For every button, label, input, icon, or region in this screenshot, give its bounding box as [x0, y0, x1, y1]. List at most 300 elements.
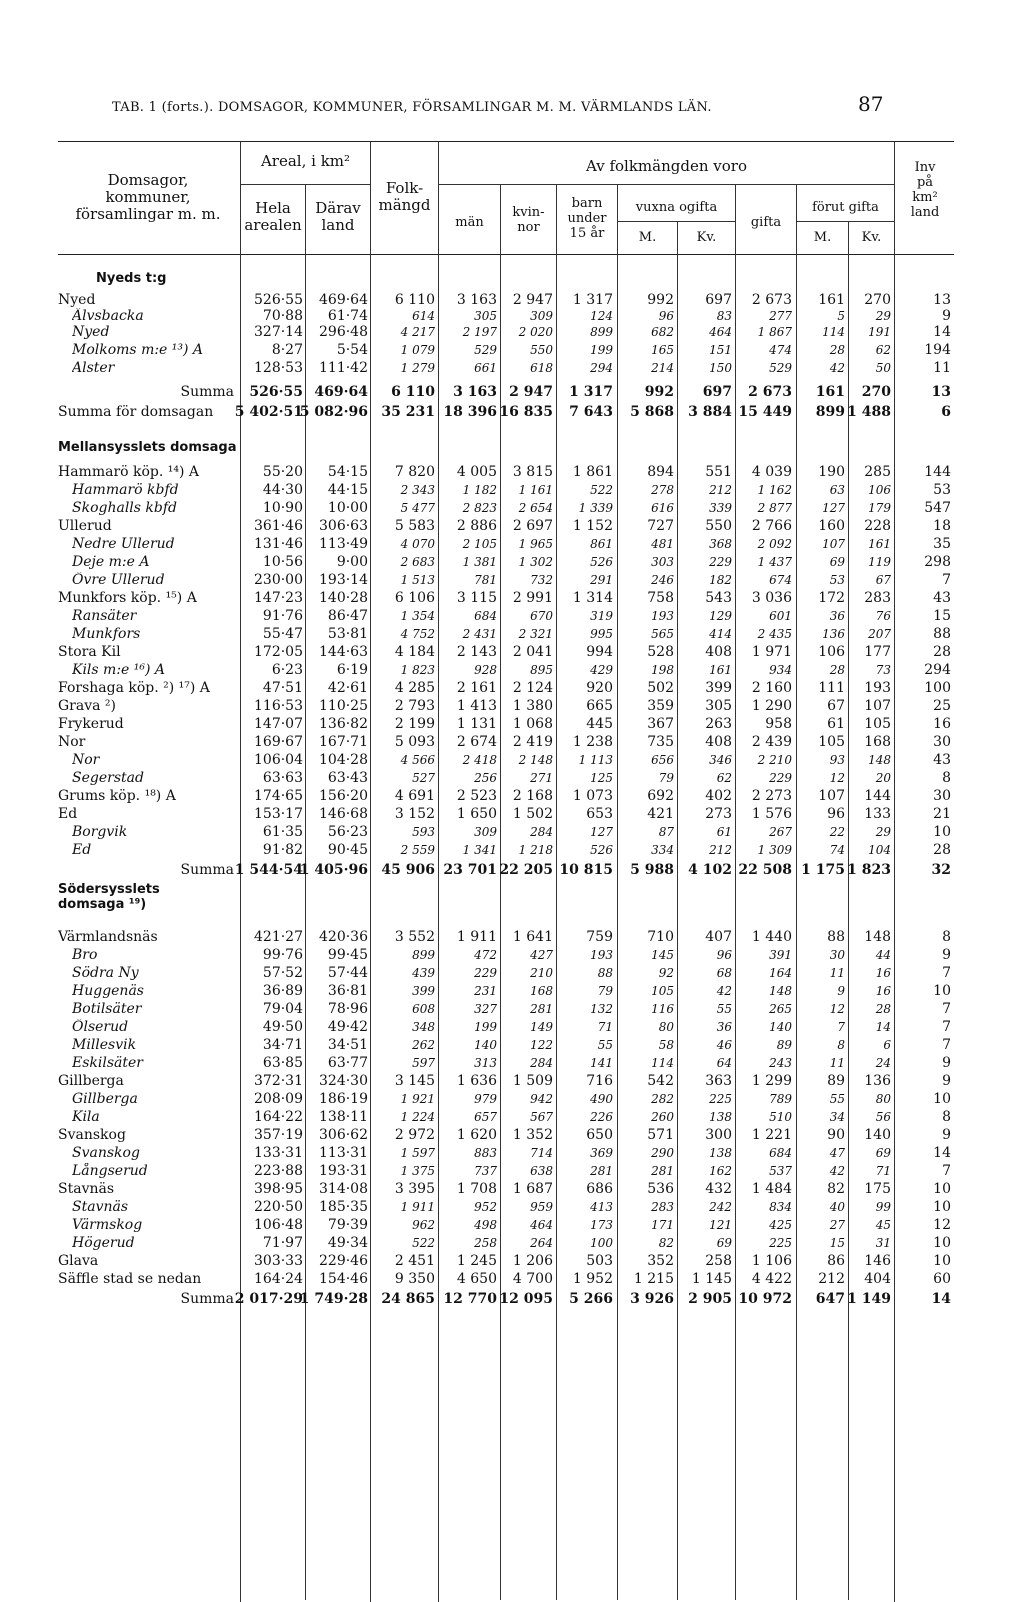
- table-cell: 55·20: [262, 464, 303, 480]
- table-cell: 1 245: [456, 1253, 497, 1269]
- table-cell: 76: [875, 609, 891, 623]
- table-cell: 692: [647, 788, 674, 804]
- table-cell: 6 106: [394, 590, 435, 606]
- row-label: Summa för domsagan: [58, 404, 214, 420]
- table-cell: 106: [868, 483, 891, 497]
- table-cell: 758: [647, 590, 674, 606]
- table-cell: 172: [818, 590, 845, 606]
- table-cell: 147·07: [254, 716, 303, 732]
- table-cell: 47·51: [262, 680, 303, 696]
- table-cell: 2 972: [394, 1127, 435, 1143]
- table-cell: 164·24: [254, 1271, 303, 1287]
- table-cell: 13: [933, 292, 951, 308]
- row-label: Huggenäs: [72, 983, 144, 999]
- table-row: [0, 734, 1024, 750]
- table-cell: 1 113: [578, 753, 613, 767]
- table-cell: 12: [829, 1002, 845, 1016]
- table-cell: 185·35: [319, 1199, 368, 1215]
- row-label: Värmlandsnäs: [58, 929, 158, 945]
- table-cell: 1 238: [572, 734, 613, 750]
- table-cell: 2 947: [512, 292, 553, 308]
- table-cell: 8·27: [271, 342, 303, 358]
- table-cell: 13: [931, 384, 951, 400]
- table-cell: 138: [709, 1146, 732, 1160]
- table-row: [0, 842, 1024, 858]
- table-cell: 1 131: [456, 716, 497, 732]
- table-cell: 284: [530, 825, 553, 839]
- table-cell: 264: [530, 1236, 553, 1250]
- table-cell: 22: [829, 825, 845, 839]
- table-cell: 2 343: [400, 483, 435, 497]
- table-cell: 91·76: [262, 608, 303, 624]
- table-cell: 24 865: [381, 1291, 435, 1307]
- table-cell: 7: [942, 572, 951, 588]
- table-cell: 300: [705, 1127, 732, 1143]
- table-cell: 10 972: [738, 1291, 792, 1307]
- table-cell: 212: [709, 483, 732, 497]
- table-cell: 2 877: [757, 501, 792, 515]
- table-cell: 229·46: [319, 1253, 368, 1269]
- table-cell: 1 182: [462, 483, 497, 497]
- row-label: Ransäter: [72, 608, 137, 624]
- table-cell: 169·67: [254, 734, 303, 750]
- table-cell: 68: [716, 966, 732, 980]
- table-cell: 6: [883, 1038, 891, 1052]
- table-cell: 291: [590, 573, 613, 587]
- table-cell: 995: [590, 627, 613, 641]
- table-cell: 2 168: [512, 788, 553, 804]
- table-row: [0, 554, 1024, 570]
- table-cell: 2 161: [456, 680, 497, 696]
- table-cell: 1 339: [578, 501, 613, 515]
- table-cell: 737: [474, 1164, 497, 1178]
- table-cell: 421·27: [254, 929, 303, 945]
- table-cell: 42: [716, 984, 732, 998]
- table-cell: 8: [942, 1109, 951, 1125]
- table-cell: 16 835: [499, 404, 553, 420]
- table-cell: 759: [586, 929, 613, 945]
- row-label: Munkfors: [72, 626, 141, 642]
- table-cell: 136: [864, 1073, 891, 1089]
- table-cell: 49·34: [327, 1235, 368, 1251]
- table-cell: 2 435: [757, 627, 792, 641]
- table-cell: 88: [933, 626, 951, 642]
- table-cell: 2 419: [512, 734, 553, 750]
- table-cell: 231: [474, 984, 497, 998]
- table-cell: 503: [586, 1253, 613, 1269]
- table-cell: 96: [658, 309, 674, 323]
- table-cell: 399: [705, 680, 732, 696]
- table-cell: 193: [864, 680, 891, 696]
- table-cell: 697: [702, 384, 732, 400]
- table-cell: 1 354: [400, 609, 435, 623]
- table-cell: 327·14: [254, 324, 303, 340]
- table-cell: 285: [864, 464, 891, 480]
- table-cell: 429: [590, 663, 613, 677]
- table-cell: 90·45: [327, 842, 368, 858]
- table-row: [0, 1019, 1024, 1035]
- table-cell: 565: [651, 627, 674, 641]
- table-cell: 242: [709, 1200, 732, 1214]
- table-cell: 547: [924, 500, 951, 516]
- table-cell: 35: [933, 536, 951, 552]
- row-label: Molkoms m:e ¹³) A: [72, 342, 204, 358]
- table-cell: 113·31: [319, 1145, 368, 1161]
- table-cell: 61·74: [327, 308, 368, 324]
- col-header-forut-kv: Kv.: [861, 230, 882, 245]
- table-cell: 1 861: [572, 464, 613, 480]
- table-cell: 133: [864, 806, 891, 822]
- table-cell: 1 218: [518, 843, 553, 857]
- table-cell: 5 082·96: [299, 404, 368, 420]
- table-cell: 408: [705, 734, 732, 750]
- table-cell: 55: [597, 1038, 613, 1052]
- header-rule: [618, 221, 735, 222]
- table-cell: 1 149: [847, 1291, 891, 1307]
- table-cell: 6·19: [336, 662, 368, 678]
- table-cell: 550: [705, 518, 732, 534]
- table-cell: 89: [776, 1038, 792, 1052]
- table-cell: 1 162: [757, 483, 792, 497]
- table-cell: 34: [829, 1110, 845, 1124]
- table-cell: 119: [868, 555, 891, 569]
- table-cell: 2 991: [512, 590, 553, 606]
- table-cell: 399: [412, 984, 435, 998]
- table-cell: 129: [709, 609, 732, 623]
- table-cell: 1 708: [456, 1181, 497, 1197]
- table-cell: 1 502: [512, 806, 553, 822]
- table-cell: 12 770: [443, 1291, 497, 1307]
- table-cell: 32: [931, 862, 951, 878]
- table-cell: 1 636: [456, 1073, 497, 1089]
- table-cell: 528: [647, 644, 674, 660]
- table-cell: 47: [829, 1146, 845, 1160]
- table-cell: 661: [474, 361, 497, 375]
- table-cell: 105: [651, 984, 674, 998]
- table-cell: 665: [586, 698, 613, 714]
- table-cell: 1 911: [456, 929, 497, 945]
- table-cell: 28: [933, 644, 951, 660]
- table-cell: 294: [924, 662, 951, 678]
- table-cell: 96: [716, 948, 732, 962]
- table-cell: 281: [651, 1164, 674, 1178]
- table-cell: 2 697: [512, 518, 553, 534]
- table-cell: 22 205: [499, 862, 553, 878]
- table-cell: 20: [875, 771, 891, 785]
- table-cell: 80: [875, 1092, 891, 1106]
- row-label: Stora Kil: [58, 644, 121, 660]
- table-cell: 277: [769, 309, 792, 323]
- table-row: [0, 342, 1024, 358]
- row-label: Ed: [58, 806, 78, 822]
- table-cell: 657: [474, 1110, 497, 1124]
- table-row: [0, 1217, 1024, 1233]
- row-label: Eskilsäter: [72, 1055, 143, 1071]
- table-cell: 281: [590, 1164, 613, 1178]
- table-cell: 361·46: [254, 518, 303, 534]
- table-cell: 90: [827, 1127, 845, 1143]
- table-cell: 10: [933, 983, 951, 999]
- table-cell: 42·61: [327, 680, 368, 696]
- table-row: [0, 500, 1024, 516]
- table-cell: 6 110: [391, 384, 435, 400]
- table-cell: 1 224: [400, 1110, 435, 1124]
- table-cell: 942: [530, 1092, 553, 1106]
- row-label: Värmskog: [72, 1217, 143, 1233]
- table-cell: 140: [769, 1020, 792, 1034]
- table-cell: 656: [651, 753, 674, 767]
- table-cell: 148: [864, 929, 891, 945]
- table-cell: 1 341: [462, 843, 497, 857]
- header-line: nor: [517, 220, 540, 235]
- table-cell: 246: [651, 573, 674, 587]
- table-cell: 243: [769, 1056, 792, 1070]
- header-rule: [439, 184, 894, 185]
- row-label: Stavnäs: [58, 1181, 115, 1197]
- table-cell: 432: [705, 1181, 732, 1197]
- table-cell: 223·88: [254, 1163, 303, 1179]
- table-cell: 168: [530, 984, 553, 998]
- table-cell: 2 199: [394, 716, 435, 732]
- table-row: [0, 384, 1024, 400]
- table-cell: 28: [829, 343, 845, 357]
- table-cell: 87: [658, 825, 674, 839]
- table-cell: 106·04: [254, 752, 303, 768]
- table-cell: 303·33: [254, 1253, 303, 1269]
- table-cell: 4 691: [394, 788, 435, 804]
- table-cell: 3 926: [630, 1291, 674, 1307]
- table-cell: 154·46: [319, 1271, 368, 1287]
- table-cell: 138·11: [319, 1109, 368, 1125]
- table-cell: 278: [651, 483, 674, 497]
- table-cell: 168: [864, 734, 891, 750]
- table-cell: 23 701: [443, 862, 497, 878]
- table-cell: 1 823: [400, 663, 435, 677]
- table-cell: 60: [933, 1271, 951, 1287]
- table-cell: 1 106: [751, 1253, 792, 1269]
- table-cell: 107: [818, 788, 845, 804]
- table-cell: 5 093: [394, 734, 435, 750]
- table-cell: 490: [590, 1092, 613, 1106]
- table-cell: 398·95: [254, 1181, 303, 1197]
- table-cell: 391: [769, 948, 792, 962]
- table-cell: 1 921: [400, 1092, 435, 1106]
- table-row: [0, 482, 1024, 498]
- table-cell: 537: [769, 1164, 792, 1178]
- table-cell: 71·97: [262, 1235, 303, 1251]
- row-label: Bro: [72, 947, 98, 963]
- table-cell: 106: [818, 644, 845, 660]
- table-cell: 359: [647, 698, 674, 714]
- table-cell: 105: [818, 734, 845, 750]
- table-cell: 682: [651, 325, 674, 339]
- table-cell: 5·54: [336, 342, 368, 358]
- table-cell: 79·39: [327, 1217, 368, 1233]
- table-cell: 11: [829, 966, 845, 980]
- table-cell: 526: [590, 843, 613, 857]
- table-cell: 421: [647, 806, 674, 822]
- table-cell: 55·47: [262, 626, 303, 642]
- table-cell: 1 068: [512, 716, 553, 732]
- table-cell: 271: [530, 771, 553, 785]
- table-cell: 283: [864, 590, 891, 606]
- table-cell: 716: [586, 1073, 613, 1089]
- table-cell: 82: [658, 1236, 674, 1250]
- table-cell: 327: [474, 1002, 497, 1016]
- row-label: Södra Ny: [72, 965, 139, 981]
- row-label: Övre Ullerud: [72, 572, 165, 588]
- table-cell: 899: [815, 404, 845, 420]
- table-cell: 789: [769, 1092, 792, 1106]
- table-cell: 536: [647, 1181, 674, 1197]
- table-cell: 1 641: [512, 929, 553, 945]
- table-cell: 5 868: [630, 404, 674, 420]
- table-cell: 9·00: [336, 554, 368, 570]
- table-cell: 4 005: [456, 464, 497, 480]
- table-cell: 1 488: [847, 404, 891, 420]
- table-cell: 861: [590, 537, 613, 551]
- table-cell: 1 215: [633, 1271, 674, 1287]
- header-bottom-rule: [58, 254, 954, 255]
- table-cell: 174·65: [254, 788, 303, 804]
- table-cell: 79: [658, 771, 674, 785]
- table-cell: 314·08: [319, 1181, 368, 1197]
- table-cell: 597: [412, 1056, 435, 1070]
- row-label: Svanskog: [72, 1145, 140, 1161]
- table-row: [0, 1235, 1024, 1251]
- table-cell: 1 302: [518, 555, 553, 569]
- table-cell: 1 279: [400, 361, 435, 375]
- table-cell: 1 152: [572, 518, 613, 534]
- header-line: 15 år: [569, 226, 605, 241]
- table-row: [0, 680, 1024, 696]
- table-cell: 128·53: [254, 360, 303, 376]
- table-cell: 650: [586, 1127, 613, 1143]
- row-label: Segerstad: [72, 770, 144, 786]
- table-cell: 8: [942, 770, 951, 786]
- table-cell: 220·50: [254, 1199, 303, 1215]
- col-header-darav: [306, 200, 370, 234]
- row-label: Grava ²): [58, 698, 117, 714]
- table-cell: 226: [590, 1110, 613, 1124]
- header-line: domsaga ¹⁹): [58, 897, 147, 912]
- section-heading-sodersysslet: [58, 882, 160, 912]
- table-cell: 4 070: [400, 537, 435, 551]
- row-label: Summa: [180, 1291, 234, 1307]
- table-cell: 4 285: [394, 680, 435, 696]
- row-label: Summa: [180, 862, 234, 878]
- table-cell: 550: [530, 343, 553, 357]
- table-row: [0, 360, 1024, 376]
- header-line: Folk-: [385, 179, 424, 197]
- row-label: Millesvik: [72, 1037, 137, 1053]
- table-cell: 99: [875, 1200, 891, 1214]
- table-cell: 1 965: [518, 537, 553, 551]
- table-cell: 9 350: [394, 1271, 435, 1287]
- table-cell: 28: [875, 1002, 891, 1016]
- table-cell: 122: [530, 1038, 553, 1052]
- table-cell: 4 422: [751, 1271, 792, 1287]
- table-cell: 959: [530, 1200, 553, 1214]
- table-cell: 260: [651, 1110, 674, 1124]
- table-cell: 425: [769, 1218, 792, 1232]
- table-row: [0, 824, 1024, 840]
- table-cell: 3 036: [751, 590, 792, 606]
- table-cell: 1 687: [512, 1181, 553, 1197]
- table-cell: 2 654: [518, 501, 553, 515]
- table-cell: 28: [829, 663, 845, 677]
- table-cell: 1 437: [757, 555, 792, 569]
- table-cell: 404: [864, 1271, 891, 1287]
- table-cell: 127: [822, 501, 845, 515]
- table-cell: 44: [875, 948, 891, 962]
- table-cell: 2 105: [462, 537, 497, 551]
- table-cell: 526·55: [249, 384, 303, 400]
- table-cell: 2 321: [518, 627, 553, 641]
- table-cell: 928: [474, 663, 497, 677]
- table-cell: 1 317: [569, 384, 613, 400]
- table-cell: 53: [829, 573, 845, 587]
- table-cell: 9: [942, 947, 951, 963]
- table-cell: 2 766: [751, 518, 792, 534]
- table-cell: 36: [829, 609, 845, 623]
- header-line: Därav: [315, 199, 361, 217]
- table-cell: 5 402·51: [234, 404, 303, 420]
- table-cell: 212: [818, 1271, 845, 1287]
- table-cell: 18: [933, 518, 951, 534]
- row-label: Summa: [180, 384, 234, 400]
- col-header-kvinnor: [501, 205, 556, 235]
- table-cell: 10·00: [327, 500, 368, 516]
- col-header-man: män: [455, 215, 484, 230]
- row-label: Stavnäs: [72, 1199, 129, 1215]
- row-label: Deje m:e A: [72, 554, 150, 570]
- table-cell: 895: [530, 663, 553, 677]
- table-cell: 53·81: [327, 626, 368, 642]
- table-cell: 144: [864, 788, 891, 804]
- row-label: Nedre Ullerud: [72, 536, 175, 552]
- table-cell: 114: [822, 325, 845, 339]
- table-cell: 306·62: [319, 1127, 368, 1143]
- table-cell: 352: [647, 1253, 674, 1269]
- col-header-vuxna: vuxna ogifta: [635, 200, 718, 215]
- table-cell: 56·23: [327, 824, 368, 840]
- table-cell: 156·20: [319, 788, 368, 804]
- table-cell: 190: [818, 464, 845, 480]
- table-cell: 608: [412, 1002, 435, 1016]
- table-cell: 303: [651, 555, 674, 569]
- table-cell: 80: [658, 1020, 674, 1034]
- header-line: km²: [912, 190, 938, 205]
- table-cell: 116·53: [254, 698, 303, 714]
- table-cell: 313: [474, 1056, 497, 1070]
- row-label: Nyed: [72, 324, 110, 340]
- table-cell: 414: [709, 627, 732, 641]
- table-cell: 2 092: [757, 537, 792, 551]
- table-cell: 99·76: [262, 947, 303, 963]
- row-label: Nyed: [58, 292, 96, 308]
- table-cell: 1 299: [751, 1073, 792, 1089]
- table-cell: 61·35: [262, 824, 303, 840]
- table-cell: 9: [942, 1055, 951, 1071]
- table-row: [0, 536, 1024, 552]
- table-cell: 36: [716, 1020, 732, 1034]
- table-cell: 5 266: [569, 1291, 613, 1307]
- table-cell: 86: [827, 1253, 845, 1269]
- table-cell: 24: [875, 1056, 891, 1070]
- table-cell: 2 020: [518, 325, 553, 339]
- table-cell: 684: [769, 1146, 792, 1160]
